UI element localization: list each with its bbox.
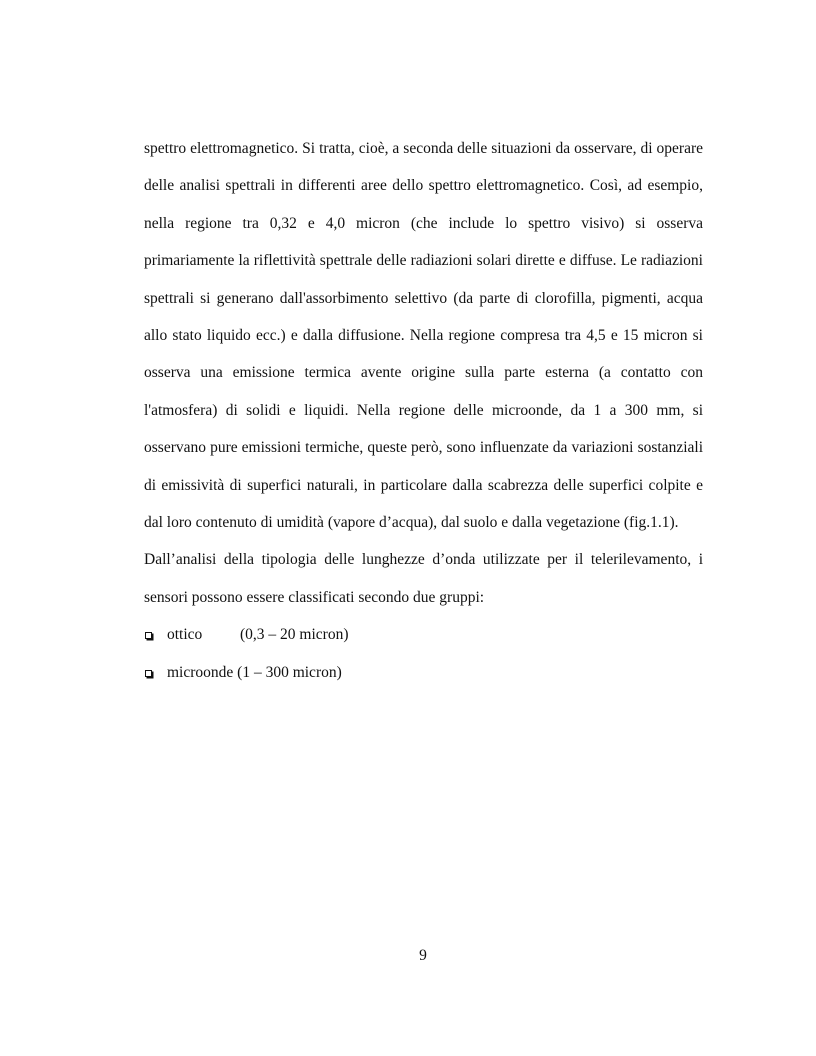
list-item-microwave [144, 654, 703, 691]
body-text [144, 130, 703, 691]
page-number: 9 [419, 947, 427, 964]
list-item-optical-range: (0,3 – 20 micron) [240, 626, 349, 644]
sensor-groups-list [144, 616, 703, 691]
list-item-microwave-text: microonde (1 – 300 micron) [167, 663, 342, 681]
paragraph-spectrum-analysis: spettro elettromagnetico. Si tratta, cioè, a seconda delle situazioni da osservare, di operare delle analisi spettrali in differenti aree dello spettro elettromagnetico. Così, ad esempio, nella regione tra 0,32 e 4,0 micron (che include lo spettro visivo) si osserva primariamente la riflettività spettrale delle radiazioni solari dirette e diffuse. Le radiazioni spettrali si generano dall'assorbimento selettivo (da parte di clorofilla, pigmenti, acqua allo stato liquido ecc.) e dalla diffusione. Nella regione compresa tra 4,5 e 15 micron si osserva una emissione termica avente origine sulla parte esterna (a contatto con l'atmosfera) di solidi e liquidi. Nella regione delle microonde, da 1 a 300 mm, si osservano pure emissioni termiche, queste però, sono influenzate da variazioni sostanziali di emissività di superfici naturali, in particolare dalla scabrezza delle superfici colpite e dal loro contenuto di umidità (vapore d’acqua), dal suolo e dalla vegetazione (fig.1.1). [144, 140, 703, 532]
hollow-square-bullet-icon [145, 632, 152, 639]
list-item-optical [144, 616, 703, 653]
list-item-optical-name: ottico [167, 626, 203, 644]
paragraph-sensor-classification: Dall’analisi della tipologia delle lunghezze d’onda utilizzate per il telerilevamento, i sensori possono essere classificati secondo due gruppi: [144, 551, 703, 606]
hollow-square-bullet-icon [145, 670, 152, 677]
